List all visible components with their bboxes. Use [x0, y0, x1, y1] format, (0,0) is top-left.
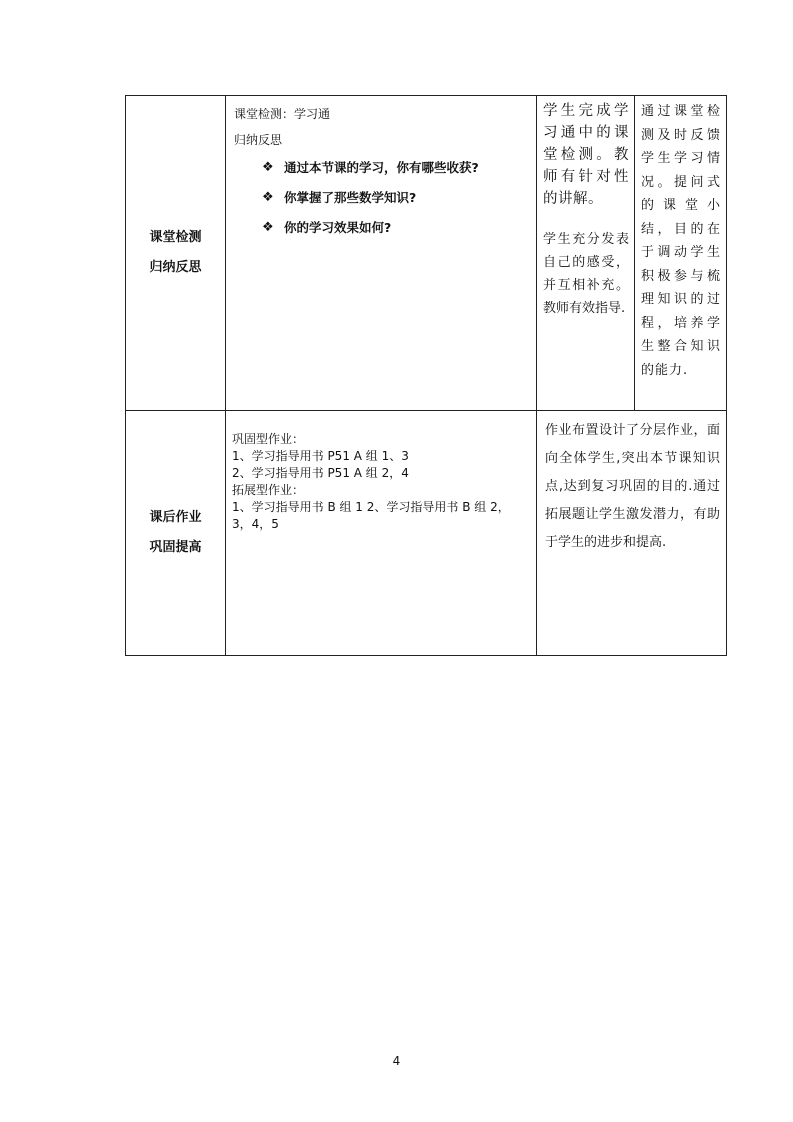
- question-text: 通过本节课的学习，你有哪些收获?: [284, 160, 479, 175]
- content-line: 归纳反思: [234, 133, 283, 147]
- homework-line: 2、学习指导用书 P51 A 组 2，4: [232, 466, 409, 480]
- homework-line: 拓展型作业：: [232, 483, 305, 497]
- homework-design-text: 作业布置设计了分层作业，面向全体学生,突出本节课知识点,达到复习巩固的目的.通过拓展题让学生激发潜力，有助于学生的进步和提高.: [545, 423, 720, 550]
- design-intent-text: 通过课堂检测及时反馈学生学习情况。提问式的课堂小结，目的在于调动学生积极参与梳理知识的过程，培养学生整合知识的能力.: [641, 104, 721, 378]
- row-label-cell: [126, 411, 226, 656]
- homework-line: 1、学习指导用书 B 组 1 2、学习指导用书 B 组 2，: [232, 500, 510, 514]
- design-intent-cell: [635, 96, 727, 411]
- homework-line: 1、学习指导用书 P51 A 组 1、3: [232, 449, 409, 463]
- table-row-classroom-check: [126, 96, 727, 411]
- student-activity-text: 学生完成学习通中的课堂检测。教师有针对性的讲解。: [543, 103, 629, 207]
- question-text: 你掌握了那些数学知识?: [284, 190, 417, 205]
- question-text: 你的学习效果如何?: [284, 220, 392, 235]
- row-label-line: 巩固提高: [149, 540, 202, 555]
- table-row-homework: [126, 411, 727, 656]
- row-label-line: 归纳反思: [149, 260, 202, 275]
- reflection-question: [262, 218, 530, 236]
- homework-design-cell: [537, 411, 727, 656]
- teaching-content-cell: [226, 96, 537, 411]
- reflection-question: [262, 188, 530, 206]
- row-label-line: 课堂检测: [149, 230, 202, 245]
- homework-content-cell: [226, 411, 537, 656]
- diamond-bullet-icon: ❖: [262, 189, 274, 205]
- reflection-question: [262, 158, 530, 176]
- student-activity-cell: [537, 96, 635, 411]
- diamond-bullet-icon: ❖: [262, 219, 274, 235]
- homework-line: 巩固型作业：: [232, 432, 305, 446]
- student-activity-text: 学生充分发表自己的感受，并互相补充。教师有效指导.: [543, 232, 629, 316]
- homework-line: 3，4，5: [232, 517, 279, 531]
- diamond-bullet-icon: ❖: [262, 159, 274, 175]
- lesson-plan-table: [125, 95, 727, 656]
- row-label-cell: [126, 96, 226, 411]
- content-line: 课堂检测：学习通: [234, 107, 331, 121]
- page-number: 4: [392, 1054, 401, 1068]
- row-label-line: 课后作业: [149, 510, 202, 525]
